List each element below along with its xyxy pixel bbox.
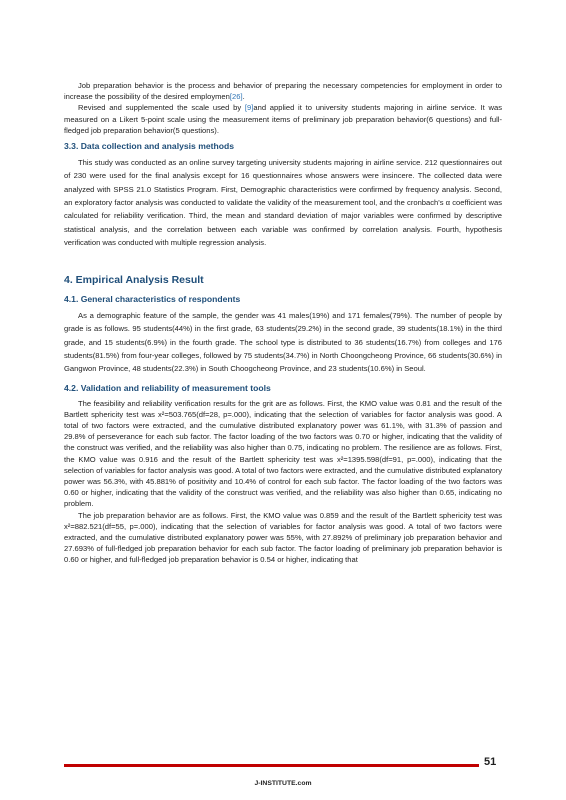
section-heading-4-1: 4.1. General characteristics of respondents: [64, 294, 241, 305]
citation-link-26[interactable]: [26]: [229, 92, 243, 102]
page-body: [64, 80, 502, 566]
section-heading-4-2: 4.2. Validation and reliability of measurement tools: [64, 382, 271, 393]
footer-site-name: J-INSTITUTE.com: [254, 780, 312, 787]
section-heading-3-3: 3.3. Data collection and analysis methods: [64, 141, 235, 152]
section-3-3-paragraph: This study was conducted as an online survey targeting university students majoring in airline service. 212 questionnaires out of 230 were used for the final analysis except for 16 questionnaires whose answers were insincere. The collected data were analyzed with SPSS 21.0 Statistics Program. First, Demographic characteristics were confirmed by frequency analysis. Second, an exploratory factor analysis was conducted to validate the validity of the measurement tool, and the cronbach's α coefficient was calculated for reliability verification. Third, the mean and standard deviation of major variables were confirmed by descriptive statistical analysis, and the correlation between each variable was confirmed by correlation analysis. Fourth, hypothesis verification was conducted with multiple regression analysis.: [64, 158, 502, 247]
section-4-2-paragraph-2: The job preparation behavior are as follows. First, the KMO value was 0.859 and the result of the Bartlett sphericity test was x²=882.521(df=55, p=.000), indicating that the selection of variables for factor analysis was good. A total of two factors were extracted, and the cumulative distributed explanatory power was 55%, with 27.892% of preliminary job preparation behavior and 27.693% of full-fledged job preparation behavior for each sub factor. The factor loading of preliminary job preparation behavior is 0.60 or higher, and full-fledged job preparation behavior is 0.54 or higher, indicating that: [64, 510, 502, 565]
page-number: 51: [484, 756, 497, 768]
section-4-1-paragraph: As a demographic feature of the sample, the gender was 41 males(19%) and 171 females(79%). The number of people by grade is as follows. 95 students(44%) in the first grade, 63 students(29.2%) in the second grade, 39 students(18.1%) in the third grade, and 15 students(6.9%) in the fourth grade. The school type is distributed to 36 students(16.7%) from colleges and 176 students(81.5%) from four-year colleges, followed by 75 students(34.7%) in North Choongcheong Province, 66 students(30.6%) in Gangwon Province, 48 students(22.3%) in South Choogcheong Province, and 23 students(10.6%) in Seoul.: [64, 311, 502, 374]
intro-paragraph-1: Job preparation behavior is the process and behavior of preparing the necessary competencies for employment in order to increase the possibility of the desired employmen[26].: [64, 81, 502, 102]
intro-paragraph-2: Revised and supplemented the scale used by [9]and applied it to university students majoring in airline service. It was measured on a Likert 5-point scale using the measurement items of preliminary job preparation behavior(6 questions) and full-fledged job preparation behavior(5 questions).: [64, 103, 502, 135]
section-4-2-paragraph-1: The feasibility and reliability verification results for the grit are as follows. First, the KMO value was 0.81 and the result of the Bartlett sphericity test was x²=503.765(df=28, p=.000), indicating that the selection of variables for factor analysis was good. A total of two factors were extracted, and the cumulative distributed explanatory power was 61.1%, with 31.3% of passion and 29.8% of perseverance for each sub factor. The factor loading of the two factors was 0.70 or higher, indicating that the validity of the construct was verified, and the reliability was also higher than 0.75, indicating no problem. The resilience are as follows. First, the KMO value was 0.916 and the result of the Bartlett sphericity test was x²=1395.598(df=91, p=.000), indicating that the selection of variables for factor analysis was good. A total of two factors were extracted, and the cumulative distributed explanatory power was 56.3%, with 45.881% of positivity and 10.4% of control for each sub factor. The factor loading of the two factors was 0.60 or higher, indicating that the validity of the construct was verified, and the reliability was also higher than 0.65, indicating no problem.: [64, 398, 502, 509]
citation-link-9[interactable]: [9]: [244, 103, 254, 113]
footer-divider: [64, 764, 479, 767]
section-heading-4: 4. Empirical Analysis Result: [64, 274, 204, 287]
